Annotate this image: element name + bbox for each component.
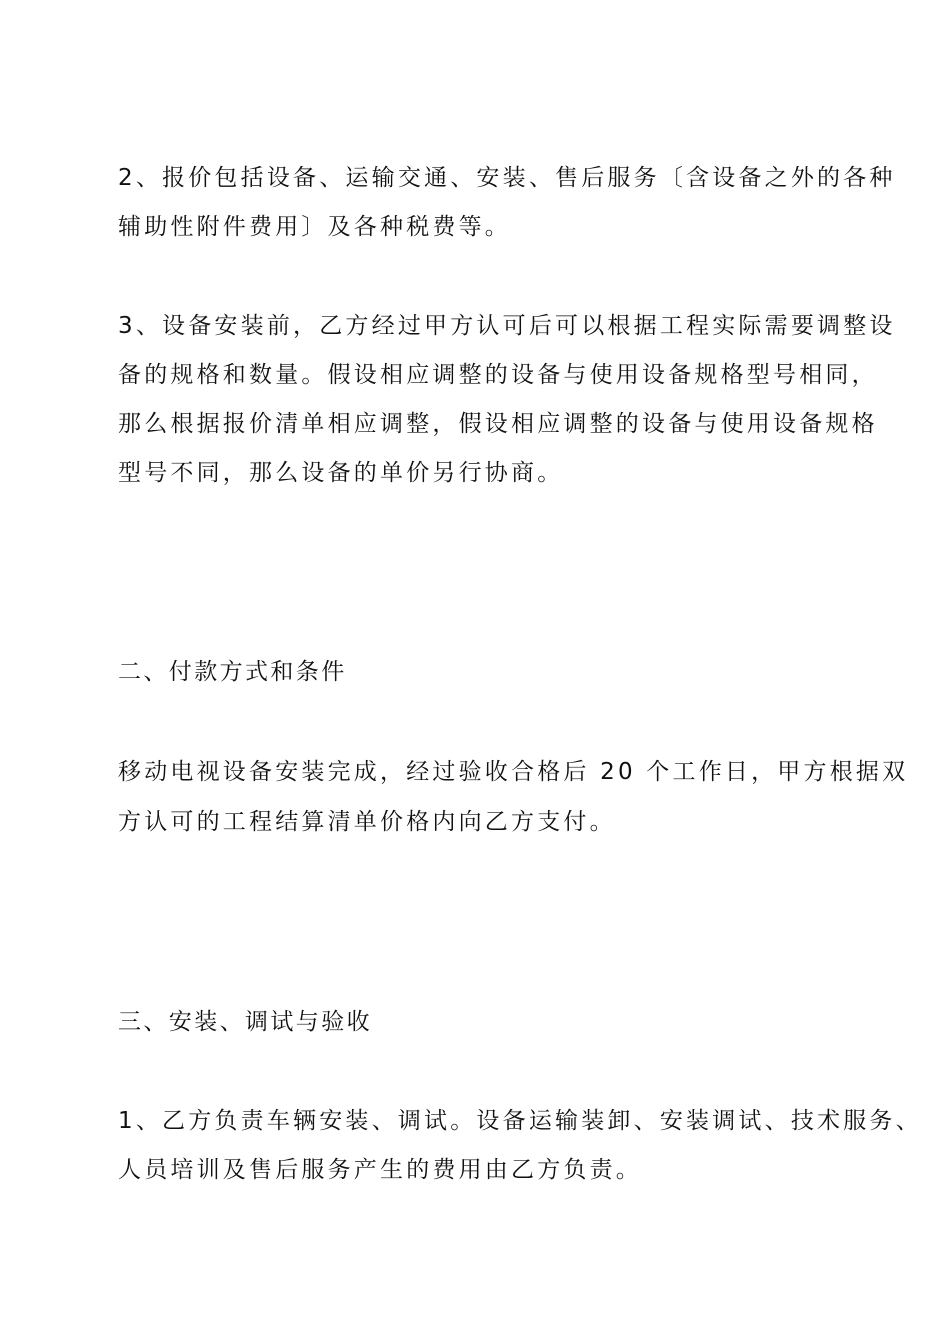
section-3-heading: 三、安装、调试与验收 xyxy=(118,1009,372,1035)
section-2-line-1: 移动电视设备安装完成，经过验收合格后 20 个工作日，甲方根据双 xyxy=(118,759,909,785)
section-3-line-2: 人员培训及售后服务产生的费用由乙方负责。 xyxy=(118,1157,642,1183)
section-2-line-2: 方认可的工程结算清单价格内向乙方支付。 xyxy=(118,809,616,835)
para-3-line-2: 备的规格和数量。假设相应调整的设备与使用设备规格型号相同， xyxy=(118,362,878,388)
para-2-line-2: 辅助性附件费用〕及各种税费等。 xyxy=(118,214,511,240)
para-2-line-1: 2、报价包括设备、运输交通、安装、售后服务〔含设备之外的各种 xyxy=(118,165,896,191)
section-2-heading: 二、付款方式和条件 xyxy=(118,659,347,685)
para-3-line-3: 那么根据报价清单相应调整，假设相应调整的设备与使用设备规格 xyxy=(118,411,878,437)
para-3-line-4: 型号不同，那么设备的单价另行协商。 xyxy=(118,460,564,486)
section-3-line-1: 1、乙方负责车辆安装、调试。设备运输装卸、安装调试、技术服务、 xyxy=(118,1108,922,1134)
para-3-line-1: 3、设备安装前，乙方经过甲方认可后可以根据工程实际需要调整设 xyxy=(118,313,896,339)
